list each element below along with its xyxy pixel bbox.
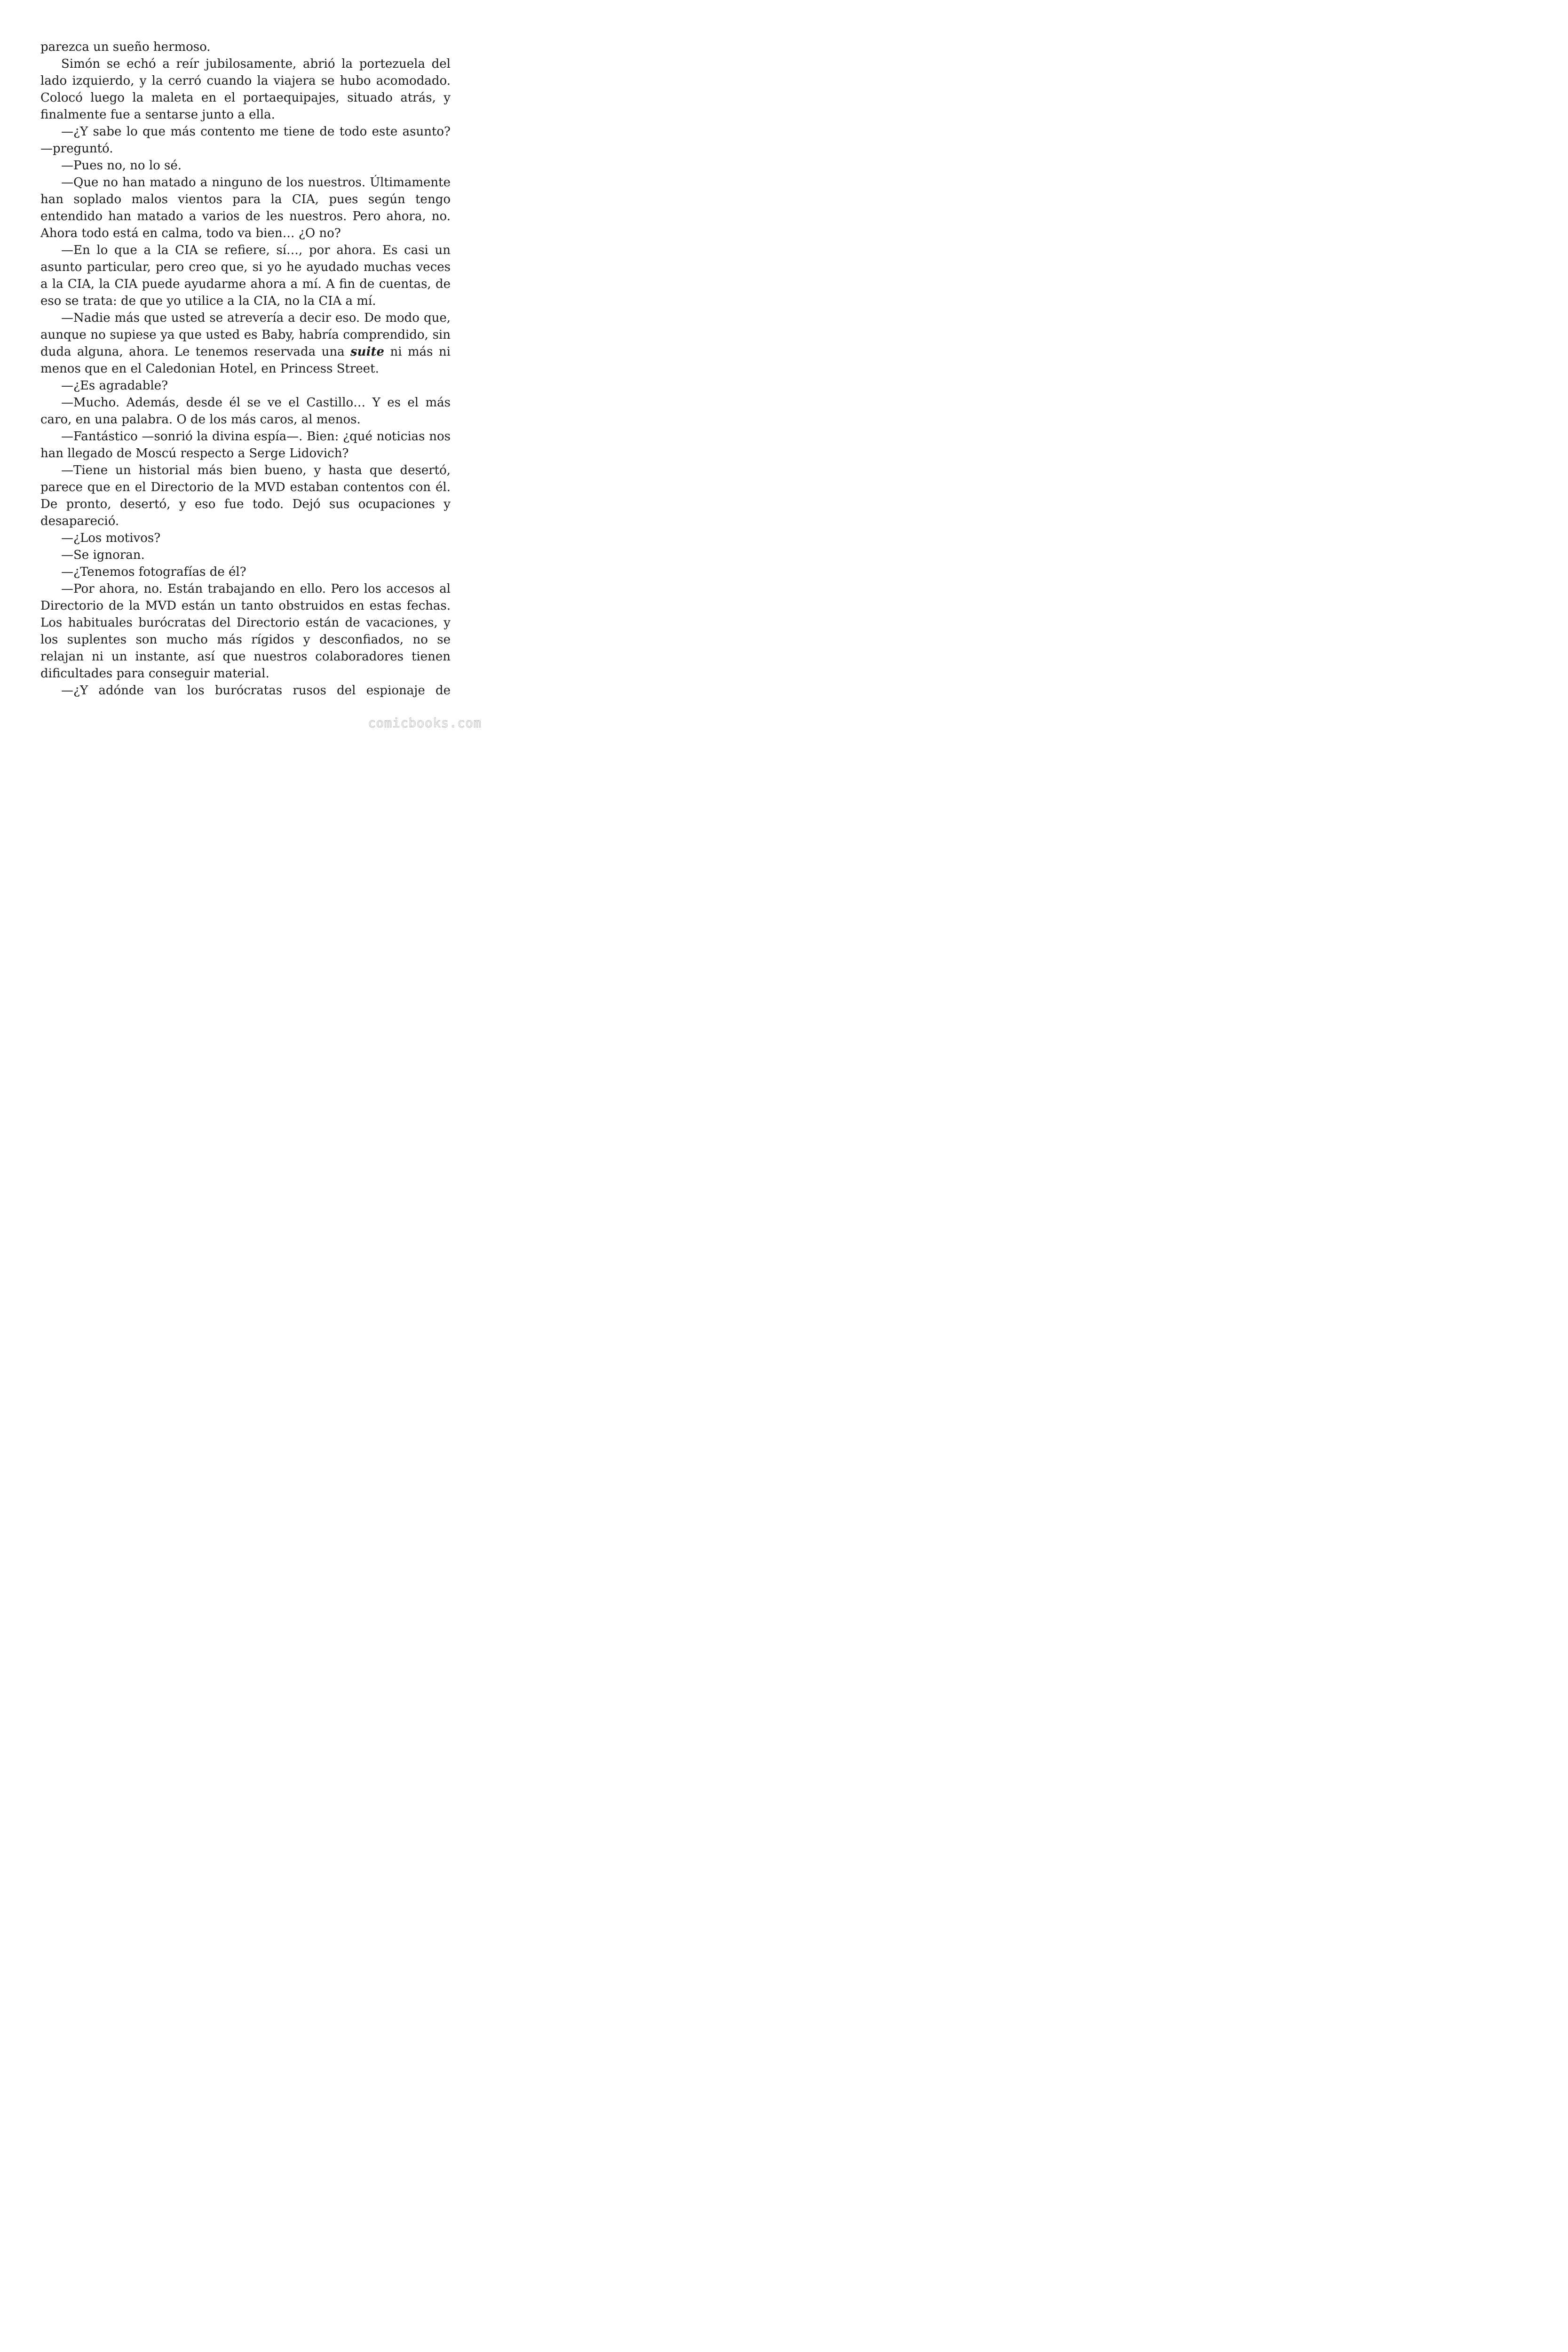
- paragraph: [40, 564, 451, 580]
- paragraph: [40, 174, 451, 242]
- paragraph: [40, 462, 451, 530]
- text-segment: —¿Y sabe lo que más contento me tiene de todo este asunto? —preguntó.: [40, 125, 451, 156]
- text-segment: —En lo que a la CIA se refiere, sí…, por ahora. Es casi un asunto particular, pero creo que, si yo he ayudado muchas veces a la CIA, la CIA puede ayudarme ahora a mí. A fin de cuentas, de eso se trata: de que yo utilice a la CIA, no la CIA a mí.: [40, 243, 451, 308]
- text-segment: —¿Los motivos?: [61, 531, 161, 545]
- text-segment: —Pues no, no lo sé.: [61, 159, 182, 173]
- text-segment: ni más ni menos que en el Caledonian Hotel, en Princess Street.: [40, 345, 451, 376]
- text-segment: —Tiene un historial más bien bueno, y hasta que desertó, parece que en el Directorio de la MVD estaban contentos con él. De pronto, desertó, y eso fue todo. Dejó sus ocupaciones y desapareció.: [40, 463, 451, 528]
- text-segment: —¿Es agradable?: [61, 379, 168, 393]
- paragraph: [40, 682, 451, 699]
- text-segment: —Fantástico —sonrió la divina espía—. Bien: ¿qué noticias nos han llegado de Moscú respecto a Serge Lidovich?: [40, 429, 451, 461]
- paragraph: [40, 547, 451, 564]
- paragraph: [40, 157, 451, 174]
- watermark: comicbooks.com: [368, 716, 482, 731]
- text-segment: —¿Y adónde van los burócratas rusos del espionaje de: [61, 683, 451, 698]
- paragraph: [40, 530, 451, 547]
- text-segment: —¿Tenemos fotografías de él?: [61, 565, 246, 579]
- text-segment: parezca un sueño hermoso.: [40, 40, 211, 54]
- text-segment: —Mucho. Además, desde él se ve el Castillo… Y es el más caro, en una palabra. O de los más caros, al menos.: [40, 396, 451, 427]
- text-segment: —Se ignoran.: [61, 548, 145, 562]
- emphasis-text: suite: [350, 345, 385, 359]
- paragraph: [40, 56, 451, 123]
- text-segment: —Nadie más que usted se atrevería a decir eso. De modo que, aunque no supiese ya que usted es Baby, habría comprendido, sin duda alguna, ahora. Le tenemos reservada una: [40, 311, 451, 359]
- paragraph: [40, 580, 451, 682]
- text-segment: —Que no han matado a ninguno de los nuestros. Últimamente han soplado malos vientos para la CIA, pues según tengo entendido han matado a varios de les nuestros. Pero ahora, no. Ahora todo está en calma, todo va bien… ¿O no?: [40, 175, 451, 240]
- paragraph: [40, 310, 451, 377]
- page-body: [40, 39, 451, 699]
- paragraph: [40, 123, 451, 157]
- paragraph: [40, 377, 451, 394]
- paragraph: [40, 39, 451, 56]
- paragraph: [40, 394, 451, 428]
- text-segment: —Por ahora, no. Están trabajando en ello. Pero los accesos al Directorio de la MVD están un tanto obstruidos en estas fechas. Los habituales burócratas del Directorio están de vacaciones, y los suplentes son mucho más rígidos y desconfiados, no se relajan ni un instante, así que nuestros colaboradores tienen dificultades para conseguir material.: [40, 582, 451, 681]
- paragraph: [40, 428, 451, 462]
- paragraph: [40, 242, 451, 310]
- text-segment: Simón se echó a reír jubilosamente, abrió la portezuela del lado izquierdo, y la cerró cuando la viajera se hubo acomodado. Colocó luego la maleta en el portaequipajes, situado atrás, y finalmente fue a sentarse junto a ella.: [40, 57, 451, 122]
